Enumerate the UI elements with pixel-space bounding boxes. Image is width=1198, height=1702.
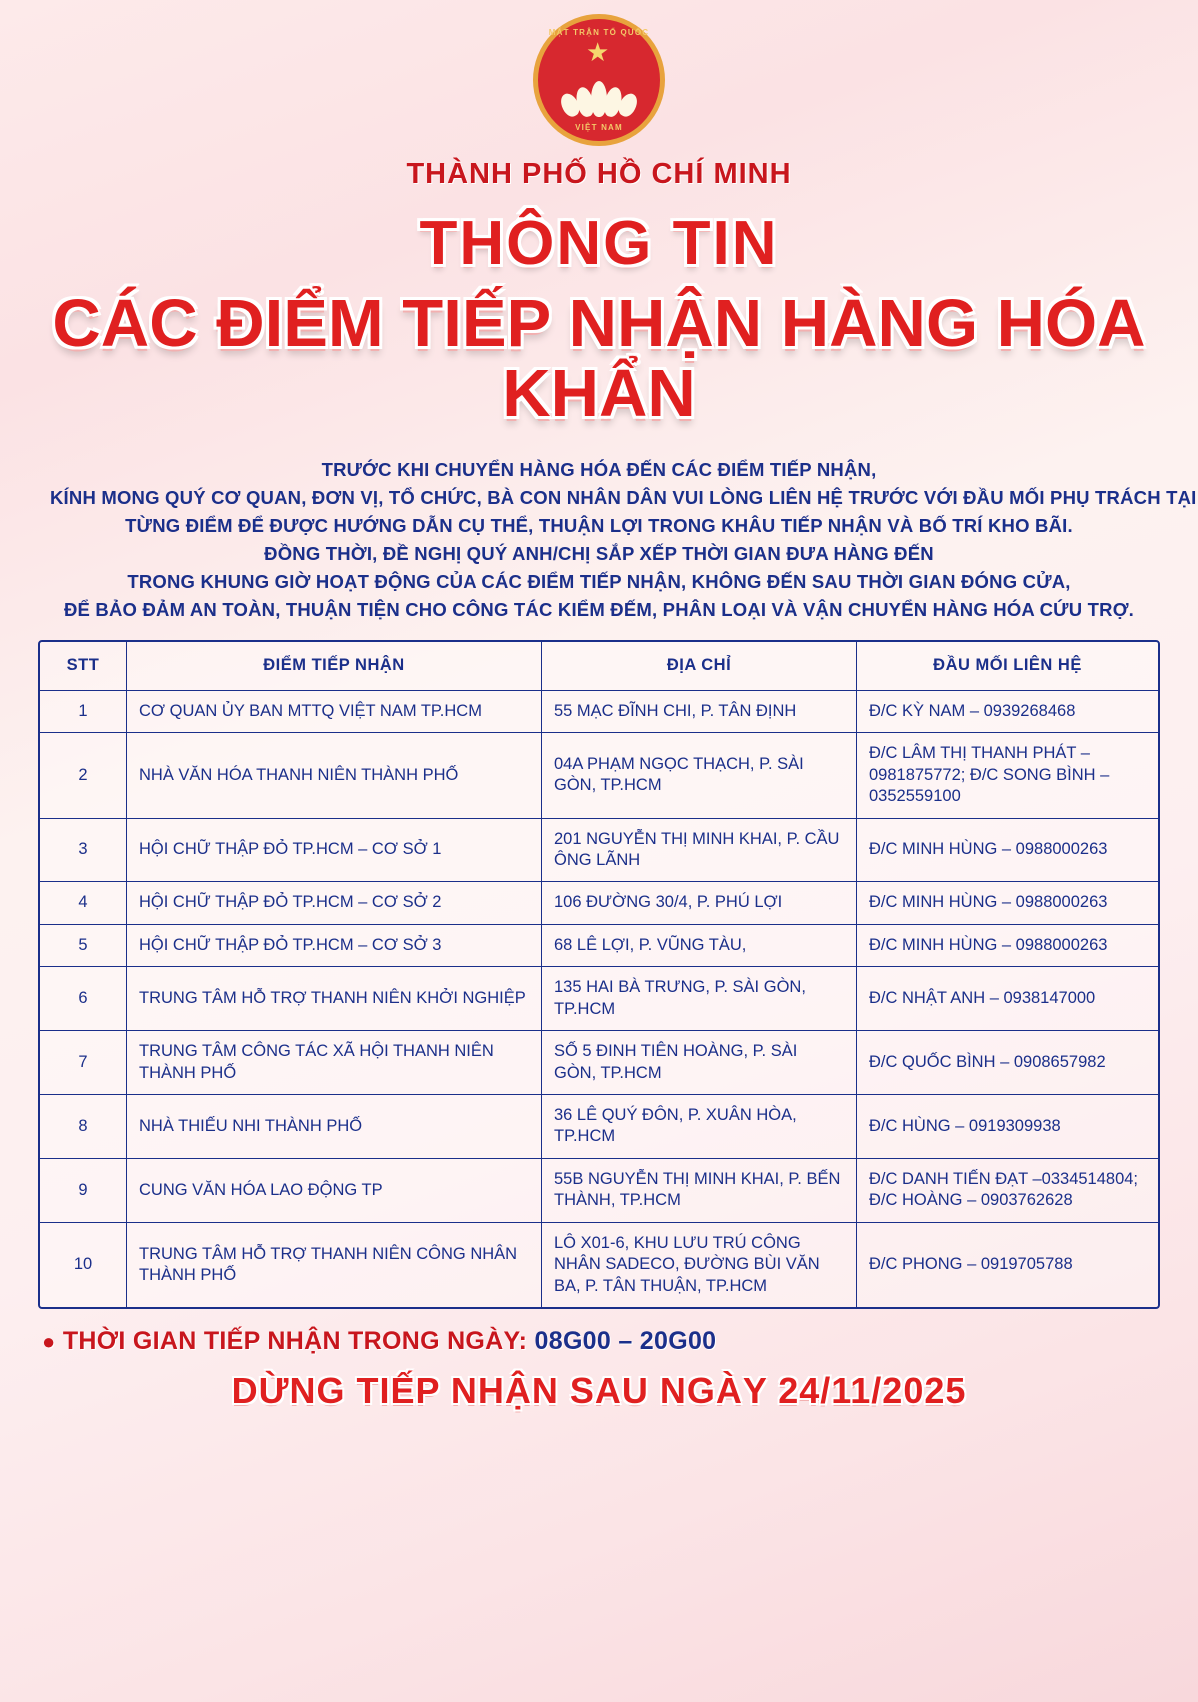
table-row bbox=[40, 882, 1158, 924]
row-contact: Đ/C HÙNG – 0919309938 bbox=[857, 1095, 1159, 1159]
intro-line-6: ĐỂ BẢO ĐẢM AN TOÀN, THUẬN TIỆN CHO CÔNG TÁC KIỂM ĐẾM, PHÂN LOẠI VÀ VẬN CHUYỂN HÀNG HÓA CỨU TRỢ. bbox=[63, 599, 1135, 621]
reception-hours-value: 08G00 – 20G00 bbox=[534, 1327, 717, 1356]
row-point-name: TRUNG TÂM HỖ TRỢ THANH NIÊN KHỞI NGHIỆP bbox=[127, 967, 542, 1031]
row-address: 36 LÊ QUÝ ĐÔN, P. XUÂN HÒA, TP.HCM bbox=[542, 1095, 857, 1159]
table-header-row bbox=[40, 642, 1158, 690]
bullet-icon: ● bbox=[42, 1329, 56, 1355]
table-row bbox=[40, 818, 1158, 882]
intro-line-3: TỪNG ĐIỂM ĐỂ ĐƯỢC HƯỚNG DẪN CỤ THỂ, THUẬN LỢI TRONG KHÂU TIẾP NHẬN VÀ BỐ TRÍ KHO BÃI. bbox=[125, 514, 1073, 536]
row-contact: Đ/C QUỐC BÌNH – 0908657982 bbox=[857, 1031, 1159, 1095]
row-point-name: NHÀ THIẾU NHI THÀNH PHỐ bbox=[127, 1095, 542, 1159]
row-index: 10 bbox=[40, 1222, 127, 1307]
column-header-stt: STT bbox=[40, 642, 127, 690]
row-contact: Đ/C LÂM THỊ THANH PHÁT – 0981875772; Đ/C SONG BÌNH – 0352559100 bbox=[857, 733, 1159, 818]
row-index: 1 bbox=[40, 690, 127, 732]
table-row bbox=[40, 1222, 1158, 1307]
vietnam-fatherland-front-emblem-icon bbox=[533, 14, 665, 146]
row-point-name: NHÀ VĂN HÓA THANH NIÊN THÀNH PHỐ bbox=[127, 733, 542, 818]
row-address: 106 ĐƯỜNG 30/4, P. PHÚ LỢI bbox=[542, 882, 857, 924]
emblem-container bbox=[32, 0, 1166, 146]
emblem-ring-bottom-text: VIỆT NAM bbox=[575, 123, 623, 132]
table-row bbox=[40, 1158, 1158, 1222]
table-row bbox=[40, 690, 1158, 732]
row-point-name: CUNG VĂN HÓA LAO ĐỘNG TP bbox=[127, 1158, 542, 1222]
row-contact: Đ/C DANH TIẾN ĐẠT –0334514804; Đ/C HOÀNG – 0903762628 bbox=[857, 1158, 1159, 1222]
row-point-name: TRUNG TÂM CÔNG TÁC XÃ HỘI THANH NIÊN THÀNH PHỐ bbox=[127, 1031, 542, 1095]
table-row bbox=[40, 967, 1158, 1031]
row-index: 9 bbox=[40, 1158, 127, 1222]
row-address: 55 MẠC ĐĨNH CHI, P. TÂN ĐỊNH bbox=[542, 690, 857, 732]
row-index: 2 bbox=[40, 733, 127, 818]
column-header-address: ĐỊA CHỈ bbox=[542, 642, 857, 690]
row-index: 3 bbox=[40, 818, 127, 882]
intro-line-4: ĐỒNG THỜI, ĐỀ NGHỊ QUÝ ANH/CHỊ SẮP XẾP THỜI GIAN ĐƯA HÀNG ĐẾN bbox=[264, 543, 934, 565]
row-contact: Đ/C MINH HÙNG – 0988000263 bbox=[857, 882, 1159, 924]
row-point-name: HỘI CHỮ THẬP ĐỎ TP.HCM – CƠ SỞ 1 bbox=[127, 818, 542, 882]
row-index: 8 bbox=[40, 1095, 127, 1159]
row-index: 5 bbox=[40, 924, 127, 966]
row-address: 04A PHẠM NGỌC THẠCH, P. SÀI GÒN, TP.HCM bbox=[542, 733, 857, 818]
column-header-contact: ĐẦU MỐI LIÊN HỆ bbox=[857, 642, 1159, 690]
intro-paragraph bbox=[32, 456, 1197, 625]
row-contact: Đ/C PHONG – 0919705788 bbox=[857, 1222, 1159, 1307]
table-row bbox=[40, 924, 1158, 966]
row-address: 55B NGUYỄN THỊ MINH KHAI, P. BẾN THÀNH, TP.HCM bbox=[542, 1158, 857, 1222]
row-address: 135 HAI BÀ TRƯNG, P. SÀI GÒN, TP.HCM bbox=[542, 967, 857, 1031]
table-row bbox=[40, 1095, 1158, 1159]
intro-line-1: TRƯỚC KHI CHUYỂN HÀNG HÓA ĐẾN CÁC ĐIỂM TIẾP NHẬN, bbox=[321, 458, 877, 480]
intro-line-5: TRONG KHUNG GIỜ HOẠT ĐỘNG CỦA CÁC ĐIỂM TIẾP NHẬN, KHÔNG ĐẾN SAU THỜI GIAN ĐÓNG CỬA, bbox=[127, 571, 1071, 593]
row-contact: Đ/C NHẬT ANH – 0938147000 bbox=[857, 967, 1159, 1031]
row-point-name: CƠ QUAN ỦY BAN MTTQ VIỆT NAM TP.HCM bbox=[127, 690, 542, 732]
stop-notice: DỪNG TIẾP NHẬN SAU NGÀY 24/11/2025 bbox=[231, 1370, 967, 1412]
city-title: THÀNH PHỐ HỒ CHÍ MINH bbox=[406, 158, 792, 190]
reception-hours-label: THỜI GIAN TIẾP NHẬN TRONG NGÀY: bbox=[62, 1327, 528, 1356]
row-index: 7 bbox=[40, 1031, 127, 1095]
page-title-line1: THÔNG TIN bbox=[419, 209, 779, 278]
row-point-name: TRUNG TÂM HỖ TRỢ THANH NIÊN CÔNG NHÂN THÀNH PHỐ bbox=[127, 1222, 542, 1307]
row-point-name: HỘI CHỮ THẬP ĐỎ TP.HCM – CƠ SỞ 3 bbox=[127, 924, 542, 966]
column-header-point: ĐIỂM TIẾP NHẬN bbox=[127, 642, 542, 690]
row-address: LÔ X01-6, KHU LƯU TRÚ CÔNG NHÂN SADECO, ĐƯỜNG BÙI VĂN BA, P. TÂN THUẬN, TP.HCM bbox=[542, 1222, 857, 1307]
row-contact: Đ/C KỲ NAM – 0939268468 bbox=[857, 690, 1159, 732]
row-address: 201 NGUYỄN THỊ MINH KHAI, P. CẦU ÔNG LÃNH bbox=[542, 818, 857, 882]
intro-line-2: KÍNH MONG QUÝ CƠ QUAN, ĐƠN VỊ, TỔ CHỨC, BÀ CON NHÂN DÂN VUI LÒNG LIÊN HỆ TRƯỚC VỚI ĐẦU MỐI PHỤ TRÁCH TẠI bbox=[50, 486, 1197, 508]
row-address: 68 LÊ LỢI, P. VŨNG TÀU, bbox=[542, 924, 857, 966]
row-address: SỐ 5 ĐINH TIÊN HOÀNG, P. SÀI GÒN, TP.HCM bbox=[542, 1031, 857, 1095]
row-index: 4 bbox=[40, 882, 127, 924]
row-point-name: HỘI CHỮ THẬP ĐỎ TP.HCM – CƠ SỞ 2 bbox=[127, 882, 542, 924]
page-title-line2: CÁC ĐIỂM TIẾP NHẬN HÀNG HÓA KHẨN bbox=[52, 286, 1146, 432]
reception-points-table bbox=[38, 640, 1160, 1309]
lotus-icon bbox=[562, 71, 636, 117]
row-contact: Đ/C MINH HÙNG – 0988000263 bbox=[857, 818, 1159, 882]
table-row bbox=[40, 733, 1158, 818]
reception-hours bbox=[42, 1327, 1166, 1356]
row-contact: Đ/C MINH HÙNG – 0988000263 bbox=[857, 924, 1159, 966]
table-row bbox=[40, 1031, 1158, 1095]
row-index: 6 bbox=[40, 967, 127, 1031]
emblem-ring-top-text: MẶT TRẬN TỔ QUỐC bbox=[548, 28, 650, 37]
